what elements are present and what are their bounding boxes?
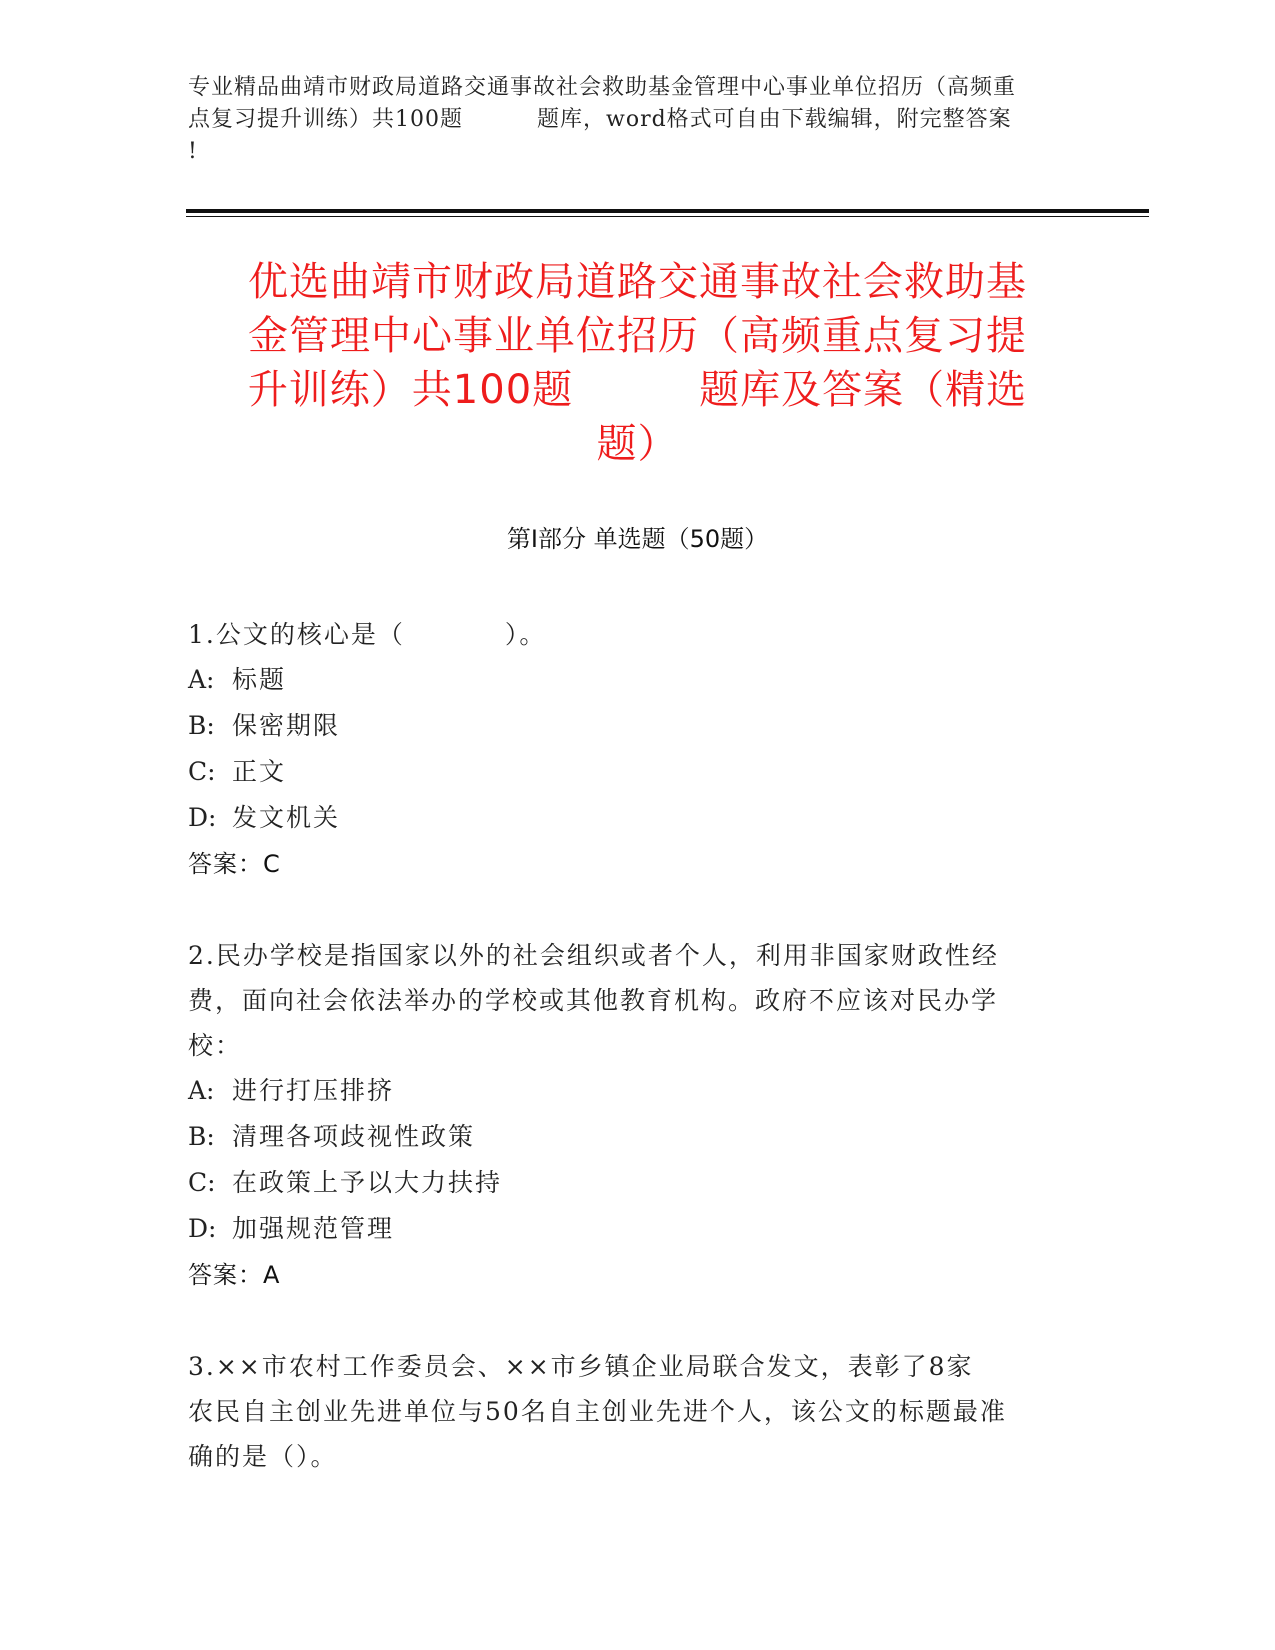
- option-key: D:: [188, 803, 217, 832]
- option-key: B:: [188, 711, 215, 740]
- option-b: [188, 1114, 1068, 1160]
- question-stem-line: 校：: [188, 1031, 243, 1060]
- option-text: 发文机关: [232, 803, 341, 832]
- option-b: [188, 703, 1068, 749]
- question-1: [188, 612, 1068, 887]
- option-a: [188, 657, 1068, 703]
- option-key: A:: [188, 665, 215, 694]
- answer-line: 答案：C: [188, 850, 281, 878]
- option-text: 进行打压排挤: [232, 1076, 395, 1105]
- title-text: 升训练）共100题: [247, 367, 574, 413]
- header-note: [188, 72, 1088, 168]
- title-line: 金管理中心事业单位招历（高频重点复习提: [248, 313, 1027, 359]
- question-stem-line: 确的是（）。: [188, 1442, 338, 1471]
- header-rule-thin: [186, 216, 1149, 217]
- question-3: [188, 1344, 1068, 1479]
- question-2: [188, 933, 1068, 1298]
- answer-line: 答案：A: [188, 1261, 281, 1289]
- header-note-line: 专业精品曲靖市财政局道路交通事故社会救助基金管理中心事业单位招历（高频重: [188, 75, 1017, 100]
- question-stem-line: 农民自主创业先进单位与50名自主创业先进个人，该公文的标题最准: [188, 1397, 1007, 1426]
- header-note-line: [188, 104, 1088, 136]
- option-a: [188, 1068, 1068, 1114]
- option-text: 加强规范管理: [232, 1214, 395, 1243]
- header-note-line: !: [188, 139, 198, 164]
- option-d: [188, 1206, 1068, 1252]
- option-text: 正文: [232, 757, 287, 786]
- question-stem-line: 费，面向社会依法举办的学校或其他教育机构。政府不应该对民办学: [188, 986, 999, 1015]
- option-key: B:: [188, 1122, 215, 1151]
- option-key: C:: [188, 1168, 216, 1197]
- option-c: [188, 749, 1068, 795]
- question-stem-line: 2.民办学校是指国家以外的社会组织或者个人，利用非国家财政性经: [188, 941, 999, 970]
- section-title: 第Ⅰ部分 单选题（50题）: [506, 525, 769, 553]
- question-stem-line: 3.××市农村工作委员会、××市乡镇企业局联合发文，表彰了8家: [188, 1352, 974, 1381]
- option-key: A:: [188, 1076, 215, 1105]
- option-key: D:: [188, 1214, 217, 1243]
- option-c: [188, 1160, 1068, 1206]
- header-rule-thick: [186, 209, 1149, 213]
- option-text: 在政策上予以大力扶持: [232, 1168, 503, 1197]
- option-text: 标题: [232, 665, 287, 694]
- question-stem: [188, 612, 1068, 657]
- title-text: 题库及答案（精选: [699, 367, 1028, 413]
- question-stem-text: 1.公文的核心是（: [188, 620, 405, 649]
- option-text: 保密期限: [232, 711, 341, 740]
- header-note-text: 点复习提升训练）共100题: [188, 107, 463, 132]
- document-title: [190, 255, 1085, 471]
- question-stem-text: ）。: [504, 620, 547, 649]
- question-list: [188, 612, 1068, 1525]
- title-line: 题）: [596, 421, 679, 467]
- title-line: 优选曲靖市财政局道路交通事故社会救助基: [248, 259, 1027, 305]
- title-line: [190, 363, 1085, 417]
- option-d: [188, 795, 1068, 841]
- option-text: 清理各项歧视性政策: [232, 1122, 476, 1151]
- option-key: C:: [188, 757, 216, 786]
- header-note-text: 题库，word格式可自由下载编辑，附完整答案: [537, 107, 1012, 132]
